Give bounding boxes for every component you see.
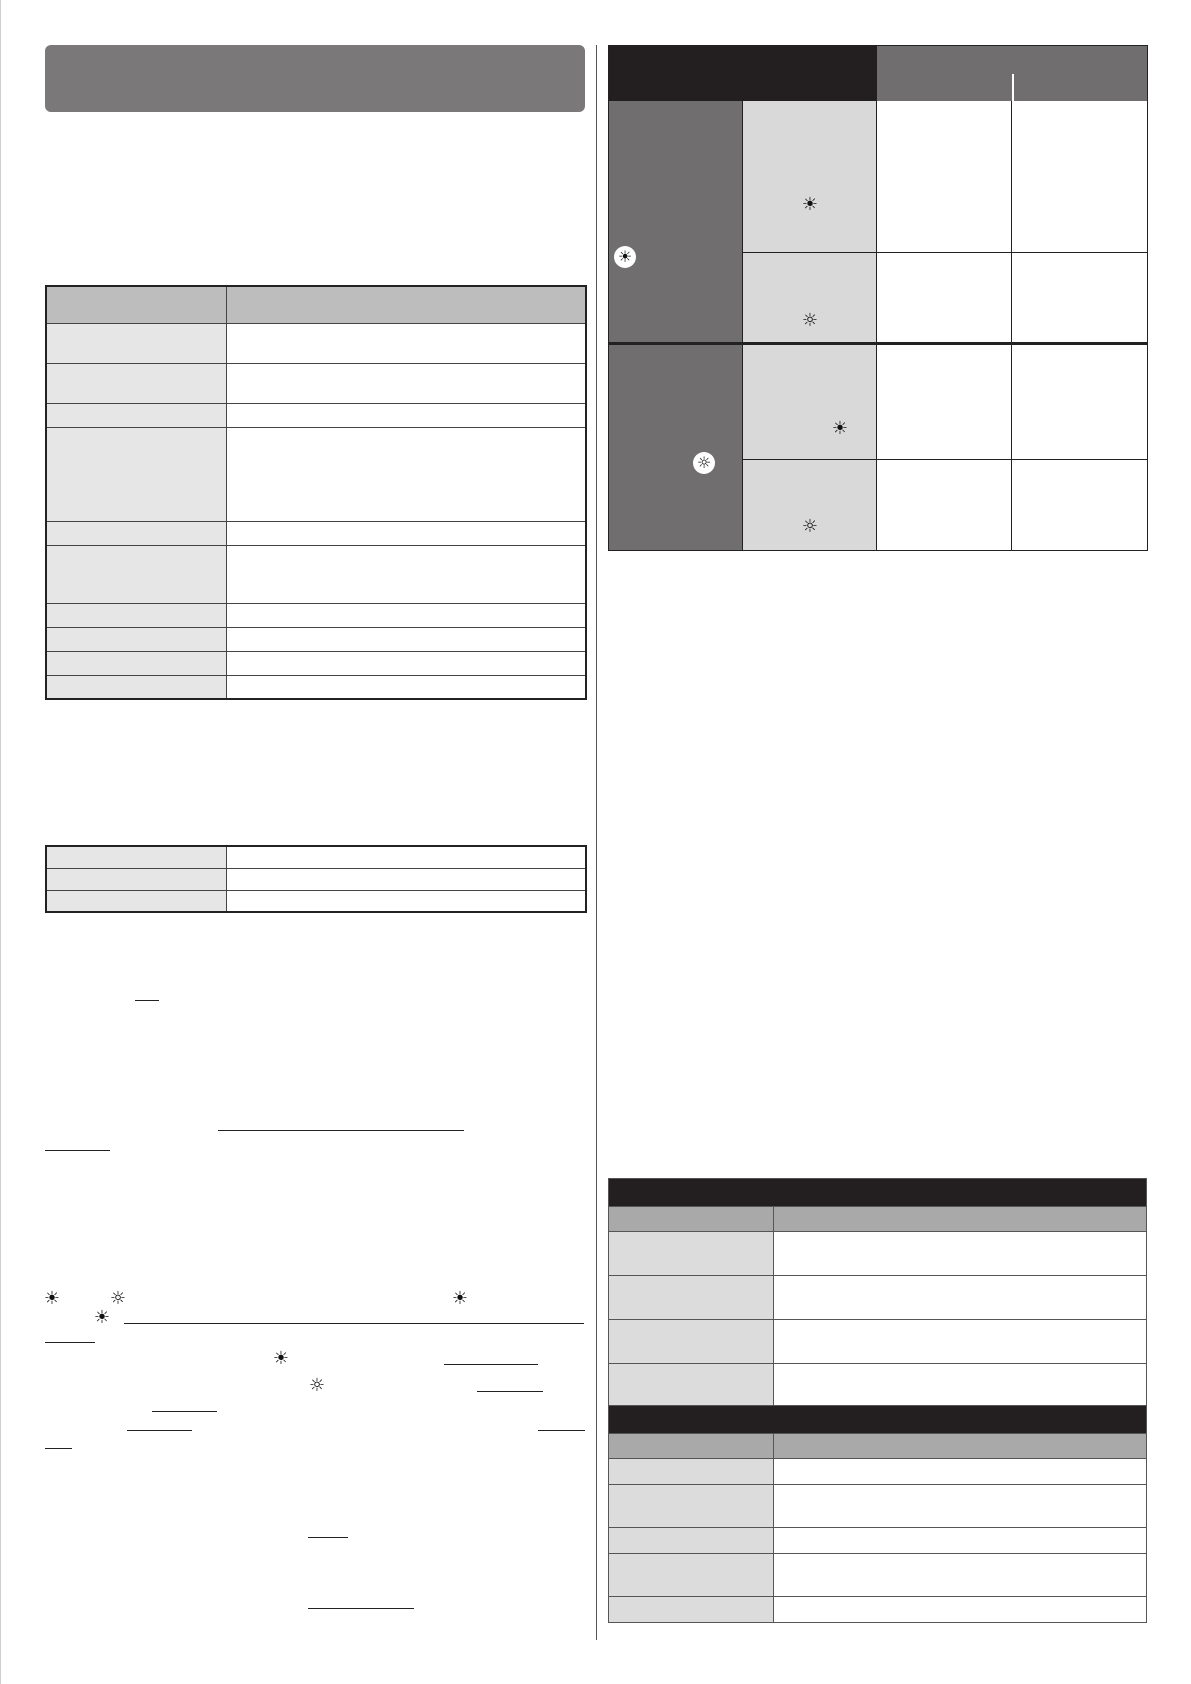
spec-row-value xyxy=(226,846,586,868)
spec-row-value xyxy=(226,675,586,699)
status-matrix-table xyxy=(608,45,1148,551)
spec-row-value xyxy=(226,403,586,427)
text-underline xyxy=(45,1342,95,1343)
bottom-row-value xyxy=(774,1597,1147,1623)
text-underline xyxy=(45,1448,72,1449)
spec-row-value xyxy=(226,427,586,521)
spec-row-key xyxy=(46,403,226,427)
section-banner xyxy=(45,45,585,112)
matrix-value xyxy=(1012,253,1147,344)
spec-table-2 xyxy=(45,845,587,913)
bottom-row-key xyxy=(609,1320,774,1364)
spec-row-key xyxy=(46,323,226,363)
spec-row-key xyxy=(46,427,226,521)
bottom-column-header xyxy=(774,1434,1147,1459)
bottom-row-key xyxy=(609,1459,774,1485)
sun-steady-icon: ☀ xyxy=(614,246,636,268)
spec-row-key xyxy=(46,890,226,912)
sun-steady-icon: ☀ xyxy=(272,1348,290,1369)
spec-table-1 xyxy=(45,285,587,700)
bottom-row-key xyxy=(609,1528,774,1554)
spec-row-key xyxy=(46,868,226,890)
bottom-row-key xyxy=(609,1364,774,1406)
sun-flashing-icon: ☼ xyxy=(801,516,819,537)
spec-row-value xyxy=(226,521,586,545)
text-underline xyxy=(127,1430,192,1431)
spec-row-value xyxy=(226,651,586,675)
text-underline xyxy=(45,1150,110,1151)
spec-row-value xyxy=(226,627,586,651)
bottom-row-value xyxy=(774,1485,1147,1528)
page-edge xyxy=(0,0,1,1684)
bottom-spec-table xyxy=(608,1178,1147,1623)
sun-steady-icon: ☀ xyxy=(831,418,849,439)
matrix-header-tick xyxy=(1012,74,1014,101)
text-underline xyxy=(308,1608,414,1609)
matrix-value xyxy=(1012,101,1147,253)
matrix-value xyxy=(1012,345,1147,460)
spec-table-1-header-value xyxy=(226,286,586,323)
matrix-value xyxy=(877,460,1012,550)
bottom-row-value xyxy=(774,1320,1147,1364)
bottom-row-value xyxy=(774,1554,1147,1597)
bottom-row-value xyxy=(774,1232,1147,1276)
bottom-row-value xyxy=(774,1276,1147,1320)
bottom-row-value xyxy=(774,1528,1147,1554)
spec-table-1-header-key xyxy=(46,286,226,323)
matrix-value xyxy=(1012,460,1147,550)
spec-row-value xyxy=(226,868,586,890)
matrix-value xyxy=(877,345,1012,460)
matrix-header-left xyxy=(609,46,877,101)
spec-row-key xyxy=(46,651,226,675)
spec-row-key xyxy=(46,675,226,699)
spec-row-value xyxy=(226,890,586,912)
text-underline xyxy=(135,1000,159,1001)
bottom-row-key xyxy=(609,1485,774,1528)
bottom-row-key xyxy=(609,1597,774,1623)
spec-row-value xyxy=(226,323,586,363)
spec-row-value xyxy=(226,603,586,627)
bottom-column-header xyxy=(609,1434,774,1459)
sun-flashing-icon: ☼ xyxy=(693,452,715,474)
spec-row-value xyxy=(226,545,586,603)
spec-row-key xyxy=(46,545,226,603)
matrix-subrow xyxy=(743,101,877,253)
text-underline xyxy=(444,1364,538,1365)
bottom-column-header xyxy=(609,1207,774,1232)
sun-flashing-icon: ☼ xyxy=(308,1375,326,1396)
text-underline xyxy=(308,1537,348,1538)
spec-row-key xyxy=(46,627,226,651)
spec-row-key xyxy=(46,521,226,545)
matrix-group-1 xyxy=(609,101,743,344)
bottom-section-header xyxy=(609,1179,1147,1207)
text-underline xyxy=(124,1323,584,1324)
sun-steady-icon: ☀ xyxy=(451,1288,469,1309)
bottom-row-key xyxy=(609,1554,774,1597)
bottom-row-value xyxy=(774,1459,1147,1485)
sun-steady-icon: ☀ xyxy=(43,1288,61,1309)
bottom-row-key xyxy=(609,1232,774,1276)
text-underline xyxy=(152,1411,217,1412)
sun-flashing-icon: ☼ xyxy=(801,310,819,331)
text-underline xyxy=(477,1391,543,1392)
bottom-column-header xyxy=(774,1207,1147,1232)
matrix-value xyxy=(877,253,1012,344)
sun-flashing-icon: ☼ xyxy=(109,1288,127,1309)
matrix-subrow xyxy=(743,345,877,460)
bottom-section-header xyxy=(609,1406,1147,1434)
bottom-row-value xyxy=(774,1364,1147,1406)
text-underline xyxy=(538,1430,585,1431)
spec-row-key xyxy=(46,603,226,627)
spec-row-key xyxy=(46,363,226,403)
column-divider xyxy=(596,45,597,1640)
spec-row-key xyxy=(46,846,226,868)
matrix-value xyxy=(877,101,1012,253)
sun-steady-icon: ☀ xyxy=(93,1307,111,1328)
spec-row-value xyxy=(226,363,586,403)
bottom-row-key xyxy=(609,1276,774,1320)
text-underline xyxy=(218,1130,464,1131)
sun-steady-icon: ☀ xyxy=(801,194,819,215)
matrix-group-2 xyxy=(609,345,743,550)
